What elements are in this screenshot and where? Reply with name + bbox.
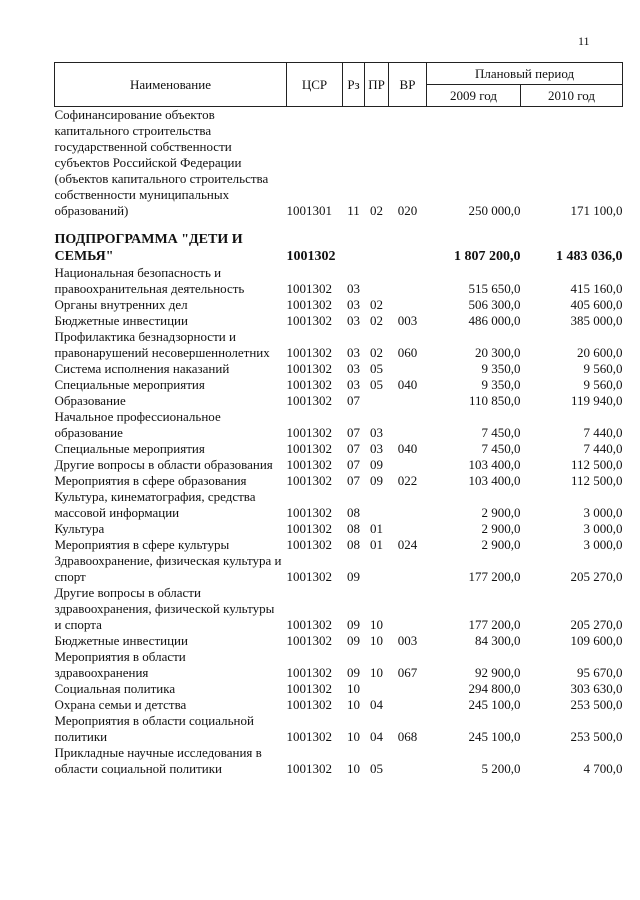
row-vr: 067 xyxy=(397,665,418,680)
row-csr: 1001302 xyxy=(286,665,332,680)
row-value-2010: 7 440,0 xyxy=(583,425,623,440)
row-value-2010: 7 440,0 xyxy=(583,441,623,456)
row-csr: 1001302 xyxy=(286,697,332,712)
row-csr: 1001302 xyxy=(286,313,332,328)
row-value-2010: 205 270,0 xyxy=(570,569,623,584)
table-row xyxy=(55,297,623,313)
row-rz: 03 xyxy=(347,361,360,376)
row-csr: 1001302 xyxy=(286,457,332,472)
row-csr: 1001302 xyxy=(286,377,332,392)
row-pr: 05 xyxy=(370,361,383,376)
row-value-2009: 84 300,0 xyxy=(475,633,521,648)
table-row xyxy=(55,553,623,585)
row-vr xyxy=(389,521,427,537)
row-value-2010: 405 600,0 xyxy=(570,297,623,312)
row-rz: 03 xyxy=(347,377,360,392)
row-pr: 02 xyxy=(370,297,383,312)
row-rz: 03 xyxy=(347,345,360,360)
row-name: Культура, кинематография, средства массовой информации xyxy=(54,489,256,520)
header-name: Наименование xyxy=(55,63,287,107)
row-name: Социальная политика xyxy=(54,681,176,696)
row-name: Система исполнения наказаний xyxy=(54,361,230,376)
row-value-2010: 385 000,0 xyxy=(570,313,623,328)
row-name: Бюджетные инвестиции xyxy=(54,313,188,328)
row-vr xyxy=(389,697,427,713)
row-value-2009: 7 450,0 xyxy=(481,425,521,440)
row-csr: 1001302 xyxy=(286,345,332,360)
row-vr: 068 xyxy=(397,729,418,744)
row-value-2009: 506 300,0 xyxy=(468,297,521,312)
row-value-2010: 20 600,0 xyxy=(577,345,623,360)
table-row xyxy=(55,107,623,220)
row-vr xyxy=(389,361,427,377)
row-pr: 05 xyxy=(370,761,383,776)
row-csr: 1001302 xyxy=(286,729,332,744)
row-vr: 003 xyxy=(397,313,418,328)
row-vr xyxy=(389,393,427,409)
row-value-2009: 103 400,0 xyxy=(468,457,521,472)
row-csr: 1001302 xyxy=(286,681,332,696)
row-value-2010: 253 500,0 xyxy=(570,729,623,744)
row-csr: 1001302 xyxy=(286,297,332,312)
row-value-2009: 2 900,0 xyxy=(481,537,521,552)
row-csr: 1001302 xyxy=(286,393,332,408)
row-name: Национальная безопасность и правоохранительная деятельность xyxy=(54,265,245,296)
row-csr: 1001302 xyxy=(286,633,332,648)
row-name: Профилактика безнадзорности и правонарушений несовершеннолетних xyxy=(54,329,270,360)
row-pr: 10 xyxy=(370,633,383,648)
row-vr: 060 xyxy=(397,345,418,360)
row-value-2010: 109 600,0 xyxy=(570,633,623,648)
table-row xyxy=(55,377,623,393)
row-value-2009: 9 350,0 xyxy=(481,361,521,376)
row-name: Другие вопросы в области образования xyxy=(54,457,273,472)
row-value-2009: 250 000,0 xyxy=(468,203,521,218)
row-rz: 10 xyxy=(347,761,360,776)
table-row xyxy=(55,219,623,265)
row-rz: 07 xyxy=(347,457,360,472)
row-value-2009: 2 900,0 xyxy=(481,505,521,520)
table-row xyxy=(55,697,623,713)
row-value-2009: 2 900,0 xyxy=(481,521,521,536)
table-row xyxy=(55,473,623,489)
row-name: Мероприятия в сфере образования xyxy=(54,473,247,488)
row-name: Специальные мероприятия xyxy=(54,377,205,392)
row-csr: 1001301 xyxy=(286,203,332,218)
row-rz: 03 xyxy=(347,313,360,328)
table-row xyxy=(55,585,623,633)
row-rz: 03 xyxy=(347,297,360,312)
row-vr: 024 xyxy=(397,537,418,552)
row-value-2009: 7 450,0 xyxy=(481,441,521,456)
row-rz xyxy=(343,219,365,265)
table-row xyxy=(55,745,623,777)
row-value-2009: 245 100,0 xyxy=(468,729,521,744)
row-value-2009: 20 300,0 xyxy=(475,345,521,360)
row-pr: 03 xyxy=(370,425,383,440)
row-csr: 1001302 xyxy=(286,761,332,776)
row-vr xyxy=(389,489,427,521)
row-value-2010: 119 940,0 xyxy=(570,393,623,408)
row-csr: 1001302 xyxy=(286,617,332,632)
budget-table xyxy=(54,62,623,777)
row-name: Начальное профессиональное образование xyxy=(54,409,221,440)
table-row xyxy=(55,441,623,457)
table-row xyxy=(55,457,623,473)
table-row xyxy=(55,521,623,537)
table-row xyxy=(55,361,623,377)
row-csr: 1001302 xyxy=(286,521,332,536)
row-pr: 04 xyxy=(370,729,383,744)
row-value-2009: 92 900,0 xyxy=(475,665,521,680)
row-value-2009: 177 200,0 xyxy=(468,569,521,584)
row-name: Культура xyxy=(54,521,105,536)
row-value-2010: 112 500,0 xyxy=(570,473,623,488)
page-number: 11 xyxy=(578,34,590,48)
row-value-2009: 294 800,0 xyxy=(468,681,521,696)
row-value-2010: 9 560,0 xyxy=(583,377,623,392)
header-pr: ПР xyxy=(365,63,389,107)
header-planning-period: Плановый период xyxy=(427,63,623,85)
row-csr: 1001302 xyxy=(286,473,332,488)
row-value-2010: 3 000,0 xyxy=(583,505,623,520)
table-row xyxy=(55,329,623,361)
row-rz: 07 xyxy=(347,425,360,440)
row-vr xyxy=(389,265,427,297)
header-vr: ВР xyxy=(389,63,427,107)
row-value-2010: 95 670,0 xyxy=(577,665,623,680)
row-csr: 1001302 xyxy=(286,505,332,520)
row-vr xyxy=(389,553,427,585)
row-value-2010: 9 560,0 xyxy=(583,361,623,376)
row-value-2010: 112 500,0 xyxy=(570,457,623,472)
row-pr: 09 xyxy=(370,473,383,488)
row-pr: 09 xyxy=(370,457,383,472)
row-pr: 04 xyxy=(370,697,383,712)
row-name: Специальные мероприятия xyxy=(54,441,205,456)
row-name: Мероприятия в области здравоохранения xyxy=(54,649,186,680)
row-csr: 1001302 xyxy=(286,441,332,456)
table-row xyxy=(55,393,623,409)
row-rz: 11 xyxy=(347,203,360,218)
row-value-2010: 253 500,0 xyxy=(570,697,623,712)
row-rz: 09 xyxy=(347,617,360,632)
row-pr: 10 xyxy=(370,617,383,632)
row-csr: 1001302 xyxy=(286,249,336,264)
row-value-2010: 205 270,0 xyxy=(570,617,623,632)
table-header xyxy=(55,63,623,107)
row-pr xyxy=(365,393,389,409)
row-value-2010: 3 000,0 xyxy=(583,537,623,552)
row-vr: 040 xyxy=(397,441,418,456)
row-value-2010: 303 630,0 xyxy=(570,681,623,696)
row-vr xyxy=(389,219,427,265)
row-pr: 01 xyxy=(370,521,383,536)
row-value-2009: 245 100,0 xyxy=(468,697,521,712)
row-value-2009: 9 350,0 xyxy=(481,377,521,392)
row-pr: 05 xyxy=(370,377,383,392)
row-csr: 1001302 xyxy=(286,537,332,552)
row-value-2009: 5 200,0 xyxy=(481,761,521,776)
row-rz: 10 xyxy=(347,729,360,744)
row-pr: 03 xyxy=(370,441,383,456)
row-pr: 10 xyxy=(370,665,383,680)
row-csr: 1001302 xyxy=(286,425,332,440)
row-value-2009: 103 400,0 xyxy=(468,473,521,488)
row-name: Мероприятия в области социальной политики xyxy=(54,713,254,744)
row-value-2009: 1 807 200,0 xyxy=(454,249,521,264)
row-rz: 09 xyxy=(347,633,360,648)
row-name: Охрана семьи и детства xyxy=(54,697,187,712)
header-year-1: 2009 год xyxy=(427,85,521,107)
row-vr xyxy=(389,297,427,313)
table-row xyxy=(55,633,623,649)
table-row xyxy=(55,313,623,329)
row-pr xyxy=(365,681,389,697)
row-value-2010: 4 700,0 xyxy=(583,761,623,776)
row-value-2009: 515 650,0 xyxy=(468,281,521,296)
row-vr: 040 xyxy=(397,377,418,392)
row-name: Здравоохранение, физическая культура и спорт xyxy=(54,553,282,584)
table-row xyxy=(55,409,623,441)
row-vr: 022 xyxy=(397,473,418,488)
row-value-2010: 3 000,0 xyxy=(583,521,623,536)
row-rz: 03 xyxy=(347,281,360,296)
row-name: Прикладные научные исследования в области социальной политики xyxy=(54,745,262,776)
row-pr: 02 xyxy=(370,203,383,218)
row-pr xyxy=(365,265,389,297)
row-vr xyxy=(389,745,427,777)
row-rz: 08 xyxy=(347,537,360,552)
table-row xyxy=(55,537,623,553)
row-pr: 02 xyxy=(370,313,383,328)
row-name: Софинансирование объектов капитального строительства государственной собственности субъектов Российской Федерации (объектов капитального строительства собственности муниципальных образований) xyxy=(54,107,269,218)
row-vr xyxy=(389,457,427,473)
row-vr: 003 xyxy=(397,633,418,648)
row-name: ПОДПРОГРАММА "ДЕТИ И СЕМЬЯ" xyxy=(54,232,243,264)
row-rz: 07 xyxy=(347,441,360,456)
row-value-2010: 415 160,0 xyxy=(570,281,623,296)
row-pr: 01 xyxy=(370,537,383,552)
header-csr: ЦСР xyxy=(287,63,343,107)
row-pr: 02 xyxy=(370,345,383,360)
row-value-2010: 1 483 036,0 xyxy=(556,249,623,264)
row-vr xyxy=(389,585,427,633)
row-rz: 10 xyxy=(347,697,360,712)
header-year-2: 2010 год xyxy=(521,85,623,107)
row-vr: 020 xyxy=(397,203,418,218)
row-rz: 08 xyxy=(347,505,360,520)
table-row xyxy=(55,265,623,297)
table-row xyxy=(55,681,623,697)
row-rz: 10 xyxy=(347,681,360,696)
row-name: Органы внутренних дел xyxy=(54,297,188,312)
row-csr: 1001302 xyxy=(286,361,332,376)
row-rz: 07 xyxy=(347,393,360,408)
row-name: Мероприятия в сфере культуры xyxy=(54,537,230,552)
row-rz: 07 xyxy=(347,473,360,488)
row-name: Другие вопросы в области здравоохранения, физической культуры и спорта xyxy=(54,585,275,632)
table-body xyxy=(55,107,623,778)
row-value-2009: 110 850,0 xyxy=(468,393,521,408)
row-value-2009: 177 200,0 xyxy=(468,617,521,632)
row-name: Бюджетные инвестиции xyxy=(54,633,188,648)
row-pr xyxy=(365,489,389,521)
row-pr xyxy=(365,219,389,265)
header-rz: Рз xyxy=(343,63,365,107)
row-vr xyxy=(389,681,427,697)
row-csr: 1001302 xyxy=(286,569,332,584)
row-pr xyxy=(365,553,389,585)
row-rz: 09 xyxy=(347,665,360,680)
row-name: Образование xyxy=(54,393,126,408)
table-row xyxy=(55,713,623,745)
row-rz: 08 xyxy=(347,521,360,536)
table-row xyxy=(55,649,623,681)
row-value-2010: 171 100,0 xyxy=(570,203,623,218)
table-row xyxy=(55,489,623,521)
row-rz: 09 xyxy=(347,569,360,584)
row-vr xyxy=(389,409,427,441)
row-value-2009: 486 000,0 xyxy=(468,313,521,328)
row-csr: 1001302 xyxy=(286,281,332,296)
